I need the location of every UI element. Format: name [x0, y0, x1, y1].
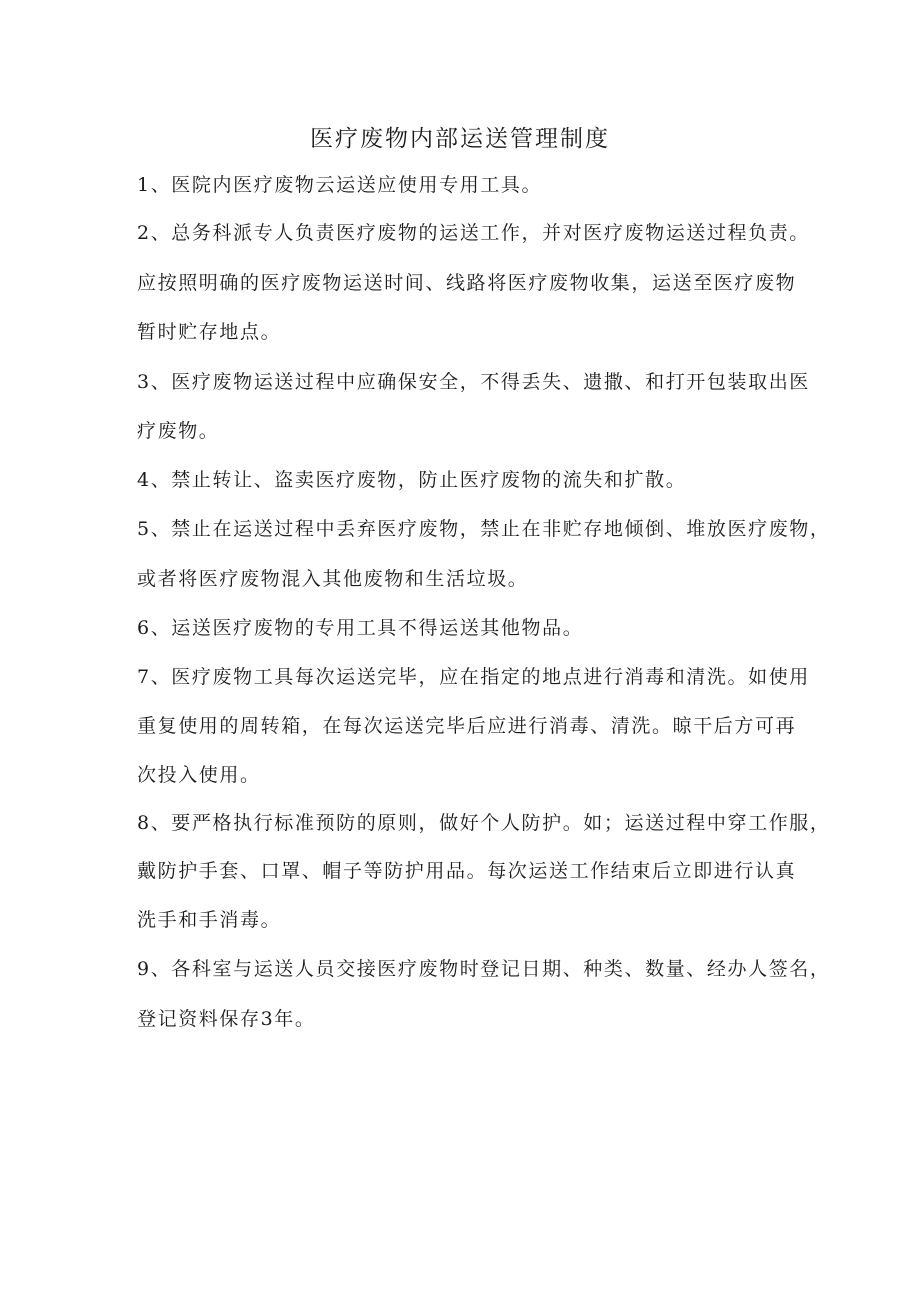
rule-7-line-2: 重复使用的周转箱，在每次运送完毕后应进行消毒、清洗。晾干后方可再 [137, 715, 797, 737]
rule-9-line-1: 9、各科室与运送人员交接医疗废物时登记日期、种类、数量、经办人签名， [137, 958, 831, 980]
rule-2-line-1: 2、总务科派专人负责医疗废物的运送工作，并对医疗废物运送过程负责。 [137, 222, 810, 244]
rule-3-line-1: 3、医疗废物运送过程中应确保安全，不得丢失、遗撒、和打开包装取出医 [137, 371, 810, 393]
rule-5-line-1: 5、禁止在运送过程中丢弃医疗废物，禁止在非贮存地倾倒、堆放医疗废物， [137, 518, 831, 540]
rule-8-line-3: 洗手和手消毒。 [137, 909, 282, 931]
rule-7-line-3: 次投入使用。 [137, 764, 261, 786]
rule-8-line-1: 8、要严格执行标准预防的原则，做好个人防护。如；运送过程中穿工作服， [137, 812, 831, 834]
rule-8-line-2: 戴防护手套、口罩、帽子等防护用品。每次运送工作结束后立即进行认真 [137, 860, 797, 882]
document-title: 医疗废物内部运送管理制度 [310, 126, 610, 152]
rule-3-line-2: 疗废物。 [137, 420, 220, 442]
rule-6-line-1: 6、运送医疗废物的专用工具不得运送其他物品。 [137, 617, 584, 639]
rule-2-line-3: 暂时贮存地点。 [137, 321, 282, 343]
rule-4-line-1: 4、禁止转让、盗卖医疗废物，防止医疗废物的流失和扩散。 [137, 469, 687, 491]
rule-5-line-2: 或者将医疗废物混入其他废物和生活垃圾。 [137, 568, 529, 590]
rule-2-line-2: 应按照明确的医疗废物运送时间、线路将医疗废物收集，运送至医疗废物 [137, 272, 797, 294]
rule-1-line-1: 1、医院内医疗废物云运送应使用专用工具。 [137, 174, 543, 196]
rule-9-line-2: 登记资料保存3年。 [137, 1008, 316, 1030]
rule-7-line-1: 7、医疗废物工具每次运送完毕，应在指定的地点进行消毒和清洗。如使用 [137, 666, 810, 688]
